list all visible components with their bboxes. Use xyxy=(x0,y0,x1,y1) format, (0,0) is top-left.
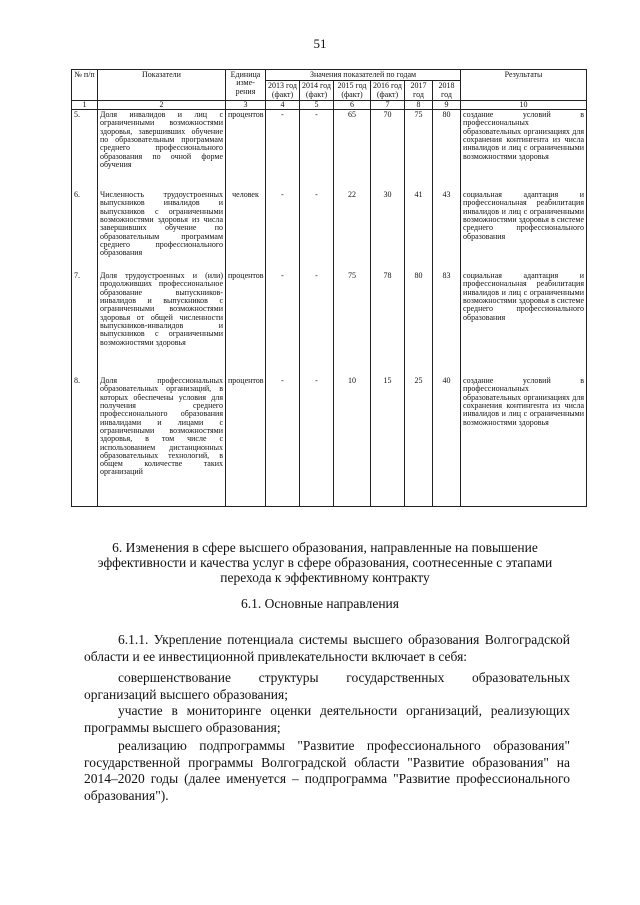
row-value: - xyxy=(266,190,300,271)
paragraph: реализацию подпрограммы "Развитие профессионального образования" государственной программы Волгоградской области "Развитие образования" на 2014–2020 годы (далее именуется – подпрограмма "Развитие профессионального образования"). xyxy=(84,738,570,803)
header-num: № п/п xyxy=(72,70,98,101)
header-results: Результаты xyxy=(461,70,587,101)
row-value: 15 xyxy=(371,376,405,507)
column-number: 5 xyxy=(300,100,334,109)
row-unit: человек xyxy=(226,190,266,271)
section-title: 6. Изменения в сфере высшего образования, направленные на повышение эффективности и качества услуг в сфере образования, соотнесенные с этапами перехода к эффективному контракту xyxy=(97,540,553,585)
paragraph: совершенствование структуры государственных образовательных организаций высшего образования; xyxy=(84,670,570,702)
column-number: 2 xyxy=(98,100,226,109)
row-indicator: Численность трудоустроенных выпускников инвалидов и выпускников с ограниченными возможностями здоровья из числа завершивших обучение по образовательным программам среднего профессионального образования xyxy=(98,190,226,271)
row-value: 10 xyxy=(334,376,371,507)
indicators-table xyxy=(71,69,587,507)
row-num: 8. xyxy=(72,376,98,507)
row-value: 25 xyxy=(405,376,433,507)
column-number: 9 xyxy=(433,100,461,109)
header-year: 2017 год xyxy=(405,81,433,101)
row-result: социальная адаптация и профессиональная реабилитация инвалидов и лиц с ограниченными возможностями здоровья в системе среднего профессионального образования xyxy=(461,271,587,376)
header-unit: Единица изме-рения xyxy=(226,70,266,101)
header-year: 2015 год (факт) xyxy=(334,81,371,101)
row-value: 70 xyxy=(371,110,405,191)
row-value: 75 xyxy=(334,271,371,376)
column-number: 1 xyxy=(72,100,98,109)
row-result: создание условий в профессиональных образовательных организациях для сохранения контингента из числа инвалидов и лиц с ограниченными возможностями здоровья xyxy=(461,376,587,507)
row-indicator: Доля трудоустроенных и (или) продолживших профессиональное образование выпускников-инвалидов и выпускников с ограниченными возможностями здоровья от общей численности выпускников-инвалидов и выпускников с ограниченными возможностями здоровья xyxy=(98,271,226,376)
row-value: 40 xyxy=(433,376,461,507)
row-value: 83 xyxy=(433,271,461,376)
column-number: 8 xyxy=(405,100,433,109)
paragraph: участие в мониторинге оценки деятельности организаций, реализующих программы высшего образования; xyxy=(84,703,570,735)
table-row xyxy=(72,190,587,271)
row-unit: процентов xyxy=(226,110,266,191)
row-num: 6. xyxy=(72,190,98,271)
column-number: 4 xyxy=(266,100,300,109)
row-value: 75 xyxy=(405,110,433,191)
row-value: 65 xyxy=(334,110,371,191)
header-values-group: Значения показателей по годам xyxy=(266,70,461,81)
row-value: - xyxy=(266,271,300,376)
row-result: создание условий в профессиональных образовательных организациях для сохранения контингента из числа инвалидов и лиц с ограниченными возможностями здоровья xyxy=(461,110,587,191)
row-value: - xyxy=(266,110,300,191)
row-value: 80 xyxy=(433,110,461,191)
paragraph: 6.1.1. Укрепление потенциала системы высшего образования Волгоградской области и ее инвестиционной привлекательности включает в себя: xyxy=(84,632,570,664)
row-num: 5. xyxy=(72,110,98,191)
column-numbers-row xyxy=(72,100,587,109)
row-value: 43 xyxy=(433,190,461,271)
row-value: 41 xyxy=(405,190,433,271)
row-value: 78 xyxy=(371,271,405,376)
row-value: - xyxy=(266,376,300,507)
header-year: 2013 год (факт) xyxy=(266,81,300,101)
row-num: 7. xyxy=(72,271,98,376)
row-value: - xyxy=(300,190,334,271)
row-unit: процентов xyxy=(226,271,266,376)
row-value: - xyxy=(300,110,334,191)
header-year: 2018 год xyxy=(433,81,461,101)
row-result: социальная адаптация и профессиональная реабилитация инвалидов и лиц с ограниченными возможностями здоровья в системе среднего профессионального образования xyxy=(461,190,587,271)
column-number: 6 xyxy=(334,100,371,109)
column-number: 10 xyxy=(461,100,587,109)
row-value: - xyxy=(300,271,334,376)
header-indicators: Показатели xyxy=(98,70,226,101)
row-indicator: Доля инвалидов и лиц с ограниченными возможностями здоровья, завершивших обучение по образовательным программам среднего профессионального образования по очной форме обучения xyxy=(98,110,226,191)
row-value: 30 xyxy=(371,190,405,271)
table-row xyxy=(72,376,587,507)
column-number: 7 xyxy=(371,100,405,109)
column-number: 3 xyxy=(226,100,266,109)
subsection-title: 6.1. Основные направления xyxy=(241,596,399,611)
row-value: 80 xyxy=(405,271,433,376)
table-row xyxy=(72,110,587,191)
row-indicator: Доля профессиональных образовательных организаций, в которых обеспечены условия для получения среднего профессионального образования инвалидами и лицами с ограниченными возможностями здоровья, в том числе с использованием дистанционных образовательных технологий, в общем количестве таких организаций xyxy=(98,376,226,507)
row-value: - xyxy=(300,376,334,507)
header-year: 2016 год (факт) xyxy=(371,81,405,101)
row-unit: процентов xyxy=(226,376,266,507)
page-number: 51 xyxy=(313,36,327,51)
table-row xyxy=(72,271,587,376)
row-value: 22 xyxy=(334,190,371,271)
table-header-row xyxy=(72,70,587,81)
header-year: 2014 год (факт) xyxy=(300,81,334,101)
